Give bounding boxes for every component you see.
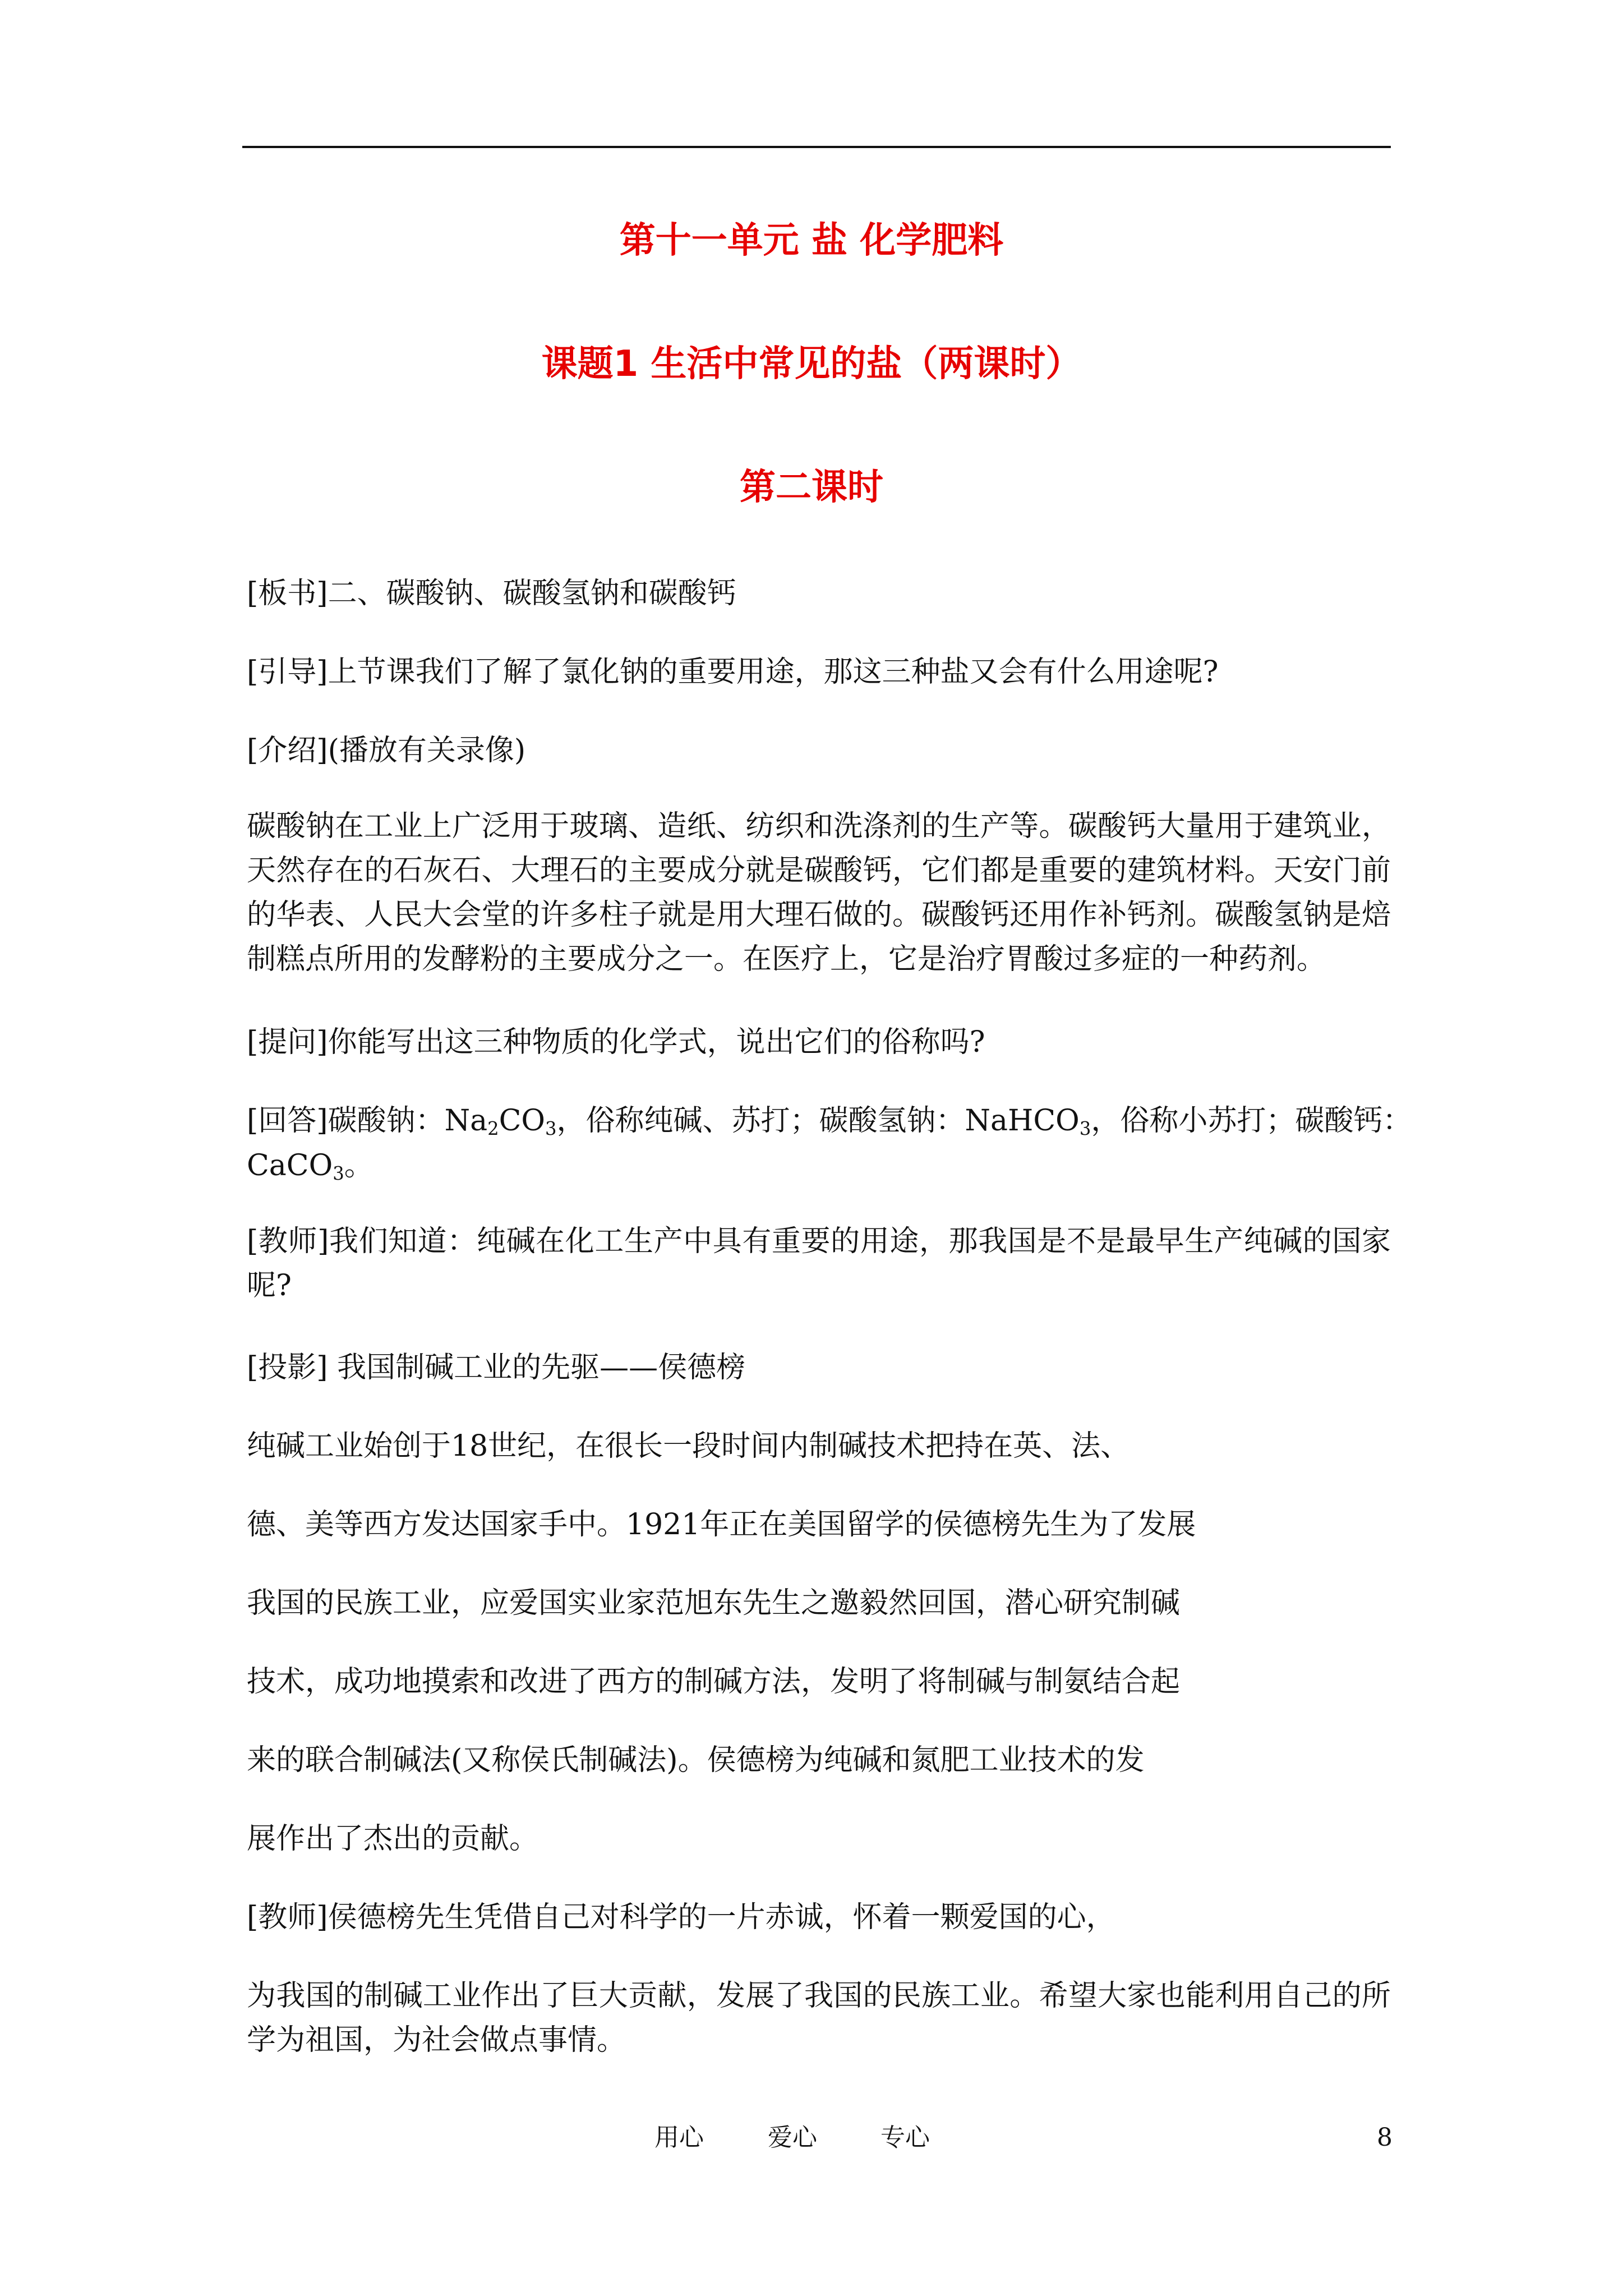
- period-title: 第二课时: [740, 467, 883, 508]
- paragraph-projection: [投影] 我国制碱工业的先驱——侯德榜: [247, 1351, 746, 1384]
- unit-title: 第十一单元 盐 化学肥料: [619, 220, 1004, 261]
- footer-word: 用心: [654, 2123, 704, 2152]
- paragraph-closing: 为我国的制碱工业作出了巨大贡献，发展了我国的民族工业。希望大家也能利用自己的所学为祖国，为社会做点事情。: [247, 1979, 1391, 2057]
- paragraph-uses: 碳酸钠在工业上广泛用于玻璃、造纸、纺织和洗涤剂的生产等。碳酸钙大量用于建筑业，天然存在的石灰石、大理石的主要成分就是碳酸钙，它们都是重要的建筑材料。天安门前的华表、人民大会堂的许多柱子就是用大理石做的。碳酸钙还用作补钙剂。碳酸氢钠是焙制糕点所用的发酵粉的主要成分之一。在医疗上，它是治疗胃酸过多症的一种药剂。: [247, 809, 1391, 976]
- history-line: 展作出了杰出的贡献。: [247, 1822, 539, 1856]
- history-line: 来的联合制碱法(又称侯氏制碱法)。侯德榜为纯碱和氮肥工业技术的发: [247, 1743, 1145, 1777]
- footer-word: 专心: [880, 2123, 930, 2152]
- paragraph-intro: [介绍](播放有关录像): [247, 734, 526, 767]
- paragraph-answer-line2: CaCO$_3$。: [247, 1149, 374, 1185]
- header-rule: [242, 146, 1391, 148]
- footer-word: 爱心: [768, 2123, 817, 2152]
- paragraph-teacher-1: [教师]我们知道：纯碱在化工生产中具有重要的用途，那我国是不是最早生产纯碱的国家呢?: [247, 1225, 1391, 1303]
- caco3-formula: CaCO: [247, 1149, 333, 1182]
- history-line: 德、美等西方发达国家手中。1921年正在美国留学的侯德榜先生为了发展: [247, 1508, 1196, 1542]
- answer-line1-tail: ，俗称小苏打；碳酸钙：: [1091, 1104, 1412, 1138]
- paragraph-guide: [引导]上节课我们了解了氯化钠的重要用途，那这三种盐又会有什么用途呢?: [247, 655, 1219, 689]
- history-line: 纯碱工业始创于18世纪，在很长一段时间内制碱技术把持在英、法、: [247, 1429, 1130, 1463]
- paragraph-teacher-2: [教师]侯德榜先生凭借自己对科学的一片赤诚，怀着一颗爱国的心，: [247, 1901, 1115, 1934]
- paragraph-question: [提问]你能写出这三种物质的化学式，说出它们的俗称吗?: [247, 1025, 985, 1059]
- history-line: 我国的民族工业，应爱国实业家范旭东先生之邀毅然回国，潜心研究制碱: [247, 1586, 1181, 1620]
- page-number: 8: [1377, 2123, 1393, 2152]
- paragraph-board: [板书]二、碳酸钠、碳酸氢钠和碳酸钙: [247, 577, 736, 610]
- history-line: 技术，成功地摸索和改进了西方的制碱方法，发明了将制碱与制氨结合起: [247, 1665, 1181, 1699]
- paragraph-answer-line1: [回答]碳酸钠：$Na_2CO_3$，俗称纯碱、苏打；碳酸氢钠：NaHCO$_3$，俗称小苏打；碳酸钙：: [247, 1104, 1412, 1140]
- lesson-title: 课题1 生活中常见的盐（两课时）: [541, 343, 1082, 385]
